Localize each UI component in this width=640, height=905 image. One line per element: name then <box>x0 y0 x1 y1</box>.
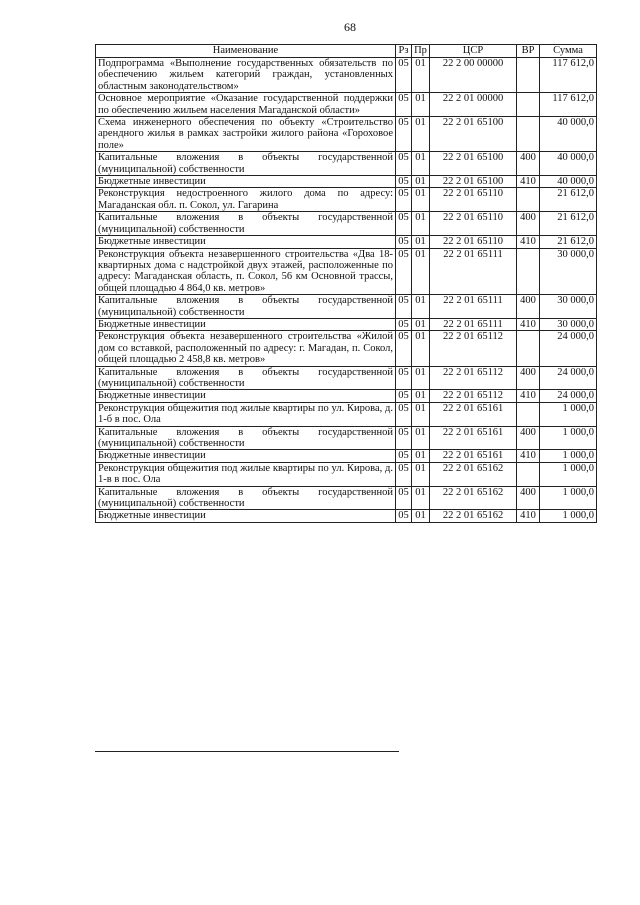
row-sum: 24 000,0 <box>540 366 597 390</box>
row-csr: 22 2 01 00000 <box>430 93 517 117</box>
row-pr: 01 <box>412 318 430 330</box>
row-pr: 01 <box>412 248 430 295</box>
header-vr: ВР <box>517 45 540 58</box>
table-row <box>96 331 597 366</box>
row-csr: 22 2 01 65112 <box>430 331 517 366</box>
row-sum: 40 000,0 <box>540 176 597 188</box>
row-pr: 01 <box>412 402 430 426</box>
row-vr <box>517 93 540 117</box>
row-pr: 01 <box>412 426 430 450</box>
row-sum: 24 000,0 <box>540 331 597 366</box>
row-sum: 1 000,0 <box>540 462 597 486</box>
row-vr: 400 <box>517 295 540 319</box>
row-vr: 410 <box>517 450 540 462</box>
table-row <box>96 426 597 450</box>
table-row <box>96 58 597 93</box>
row-rz: 05 <box>396 318 412 330</box>
table-row <box>96 176 597 188</box>
row-rz: 05 <box>396 402 412 426</box>
row-name: Бюджетные инвестиции <box>96 318 396 330</box>
row-name: Капитальные вложения в объекты государственной (муниципальной) собственности <box>96 295 396 319</box>
header-sum: Сумма <box>540 45 597 58</box>
row-sum: 30 000,0 <box>540 248 597 295</box>
row-pr: 01 <box>412 58 430 93</box>
table-row <box>96 486 597 510</box>
row-pr: 01 <box>412 462 430 486</box>
table-row <box>96 93 597 117</box>
row-pr: 01 <box>412 176 430 188</box>
row-csr: 22 2 01 65161 <box>430 450 517 462</box>
budget-table <box>95 44 597 523</box>
row-sum: 1 000,0 <box>540 486 597 510</box>
row-sum: 1 000,0 <box>540 426 597 450</box>
header-rz: Рз <box>396 45 412 58</box>
row-pr: 01 <box>412 212 430 236</box>
header-name: Наименование <box>96 45 396 58</box>
row-sum: 30 000,0 <box>540 318 597 330</box>
row-name: Реконструкция объекта незавершенного строительства «Жилой дом со вставкой, расположенный по адресу: г. Магадан, п. Сокол, общей площадью 2 458,8 кв. метров» <box>96 331 396 366</box>
table-row <box>96 450 597 462</box>
row-vr <box>517 248 540 295</box>
page-number: 68 <box>344 20 356 34</box>
row-pr: 01 <box>412 93 430 117</box>
row-sum: 117 612,0 <box>540 93 597 117</box>
row-pr: 01 <box>412 450 430 462</box>
table-row <box>96 117 597 152</box>
row-vr <box>517 117 540 152</box>
row-pr: 01 <box>412 188 430 212</box>
row-rz: 05 <box>396 390 412 402</box>
row-name: Капитальные вложения в объекты государственной (муниципальной) собственности <box>96 486 396 510</box>
row-sum: 40 000,0 <box>540 152 597 176</box>
row-name: Реконструкция общежития под жилые квартиры по ул. Кирова, д. 1-б в пос. Ола <box>96 402 396 426</box>
row-csr: 22 2 01 65161 <box>430 426 517 450</box>
header-pr: Пр <box>412 45 430 58</box>
row-vr <box>517 58 540 93</box>
row-name: Капитальные вложения в объекты государственной (муниципальной) собственности <box>96 212 396 236</box>
row-rz: 05 <box>396 486 412 510</box>
row-rz: 05 <box>396 366 412 390</box>
row-vr: 410 <box>517 318 540 330</box>
row-name: Реконструкция недостроенного жилого дома по адресу: Магаданская обл. п. Сокол, ул. Гагарина <box>96 188 396 212</box>
row-vr: 410 <box>517 390 540 402</box>
row-rz: 05 <box>396 58 412 93</box>
row-csr: 22 2 01 65110 <box>430 236 517 248</box>
row-name: Схема инженерного обеспечения по объекту «Строительство арендного жилья в рамках застройки жилого района «Гороховое поле» <box>96 117 396 152</box>
row-rz: 05 <box>396 117 412 152</box>
row-name: Реконструкция объекта незавершенного строительства «Два 18-квартирных дома с надстройкой двух этажей, расположенные по адресу: Магаданская область, п. Сокол, 56 км Основной трассы, общей площадью 4 864,0 кв. метров» <box>96 248 396 295</box>
row-csr: 22 2 01 65111 <box>430 295 517 319</box>
row-csr: 22 2 01 65162 <box>430 510 517 522</box>
row-sum: 21 612,0 <box>540 188 597 212</box>
row-vr: 400 <box>517 212 540 236</box>
row-rz: 05 <box>396 426 412 450</box>
row-pr: 01 <box>412 295 430 319</box>
row-name: Бюджетные инвестиции <box>96 176 396 188</box>
row-csr: 22 2 01 65162 <box>430 462 517 486</box>
row-pr: 01 <box>412 366 430 390</box>
row-csr: 22 2 00 00000 <box>430 58 517 93</box>
row-vr: 410 <box>517 176 540 188</box>
table-row <box>96 188 597 212</box>
row-vr: 410 <box>517 236 540 248</box>
row-csr: 22 2 01 65162 <box>430 486 517 510</box>
table-row <box>96 152 597 176</box>
row-rz: 05 <box>396 93 412 117</box>
row-pr: 01 <box>412 236 430 248</box>
row-pr: 01 <box>412 510 430 522</box>
row-rz: 05 <box>396 236 412 248</box>
row-name: Бюджетные инвестиции <box>96 236 396 248</box>
row-csr: 22 2 01 65112 <box>430 366 517 390</box>
table-row <box>96 295 597 319</box>
row-rz: 05 <box>396 176 412 188</box>
row-vr: 400 <box>517 426 540 450</box>
row-pr: 01 <box>412 152 430 176</box>
row-rz: 05 <box>396 152 412 176</box>
row-pr: 01 <box>412 331 430 366</box>
row-csr: 22 2 01 65110 <box>430 212 517 236</box>
row-name: Основное мероприятие «Оказание государственной поддержки по обеспечению жильем населения Магаданской области» <box>96 93 396 117</box>
row-rz: 05 <box>396 188 412 212</box>
row-name: Реконструкция общежития под жилые квартиры по ул. Кирова, д. 1-в в пос. Ола <box>96 462 396 486</box>
row-rz: 05 <box>396 510 412 522</box>
table-row <box>96 390 597 402</box>
row-csr: 22 2 01 65112 <box>430 390 517 402</box>
row-sum: 21 612,0 <box>540 236 597 248</box>
row-sum: 1 000,0 <box>540 510 597 522</box>
row-sum: 117 612,0 <box>540 58 597 93</box>
row-csr: 22 2 01 65111 <box>430 248 517 295</box>
row-pr: 01 <box>412 117 430 152</box>
row-vr: 410 <box>517 510 540 522</box>
row-rz: 05 <box>396 248 412 295</box>
row-vr <box>517 462 540 486</box>
row-rz: 05 <box>396 450 412 462</box>
table-row <box>96 236 597 248</box>
row-sum: 1 000,0 <box>540 450 597 462</box>
row-sum: 21 612,0 <box>540 212 597 236</box>
row-vr <box>517 402 540 426</box>
header-csr: ЦСР <box>430 45 517 58</box>
footnote-separator-line <box>95 751 399 752</box>
row-csr: 22 2 01 65100 <box>430 176 517 188</box>
row-pr: 01 <box>412 390 430 402</box>
row-vr <box>517 331 540 366</box>
row-vr <box>517 188 540 212</box>
row-rz: 05 <box>396 212 412 236</box>
row-csr: 22 2 01 65100 <box>430 117 517 152</box>
row-csr: 22 2 01 65111 <box>430 318 517 330</box>
row-rz: 05 <box>396 295 412 319</box>
table-row <box>96 510 597 522</box>
table-row <box>96 402 597 426</box>
row-sum: 1 000,0 <box>540 402 597 426</box>
row-vr: 400 <box>517 152 540 176</box>
table-row <box>96 248 597 295</box>
row-name: Бюджетные инвестиции <box>96 390 396 402</box>
table-row <box>96 318 597 330</box>
row-name: Капитальные вложения в объекты государственной (муниципальной) собственности <box>96 152 396 176</box>
table-header-row <box>96 45 597 58</box>
row-sum: 30 000,0 <box>540 295 597 319</box>
row-name: Капитальные вложения в объекты государственной (муниципальной) собственности <box>96 366 396 390</box>
row-name: Бюджетные инвестиции <box>96 510 396 522</box>
row-sum: 40 000,0 <box>540 117 597 152</box>
row-pr: 01 <box>412 486 430 510</box>
row-sum: 24 000,0 <box>540 390 597 402</box>
row-rz: 05 <box>396 331 412 366</box>
row-name: Бюджетные инвестиции <box>96 450 396 462</box>
row-vr: 400 <box>517 366 540 390</box>
row-name: Капитальные вложения в объекты государственной (муниципальной) собственности <box>96 426 396 450</box>
row-name: Подпрограмма «Выполнение государственных обязательств по обеспечению жильем категорий граждан, установленных областным законодательством» <box>96 58 396 93</box>
row-csr: 22 2 01 65161 <box>430 402 517 426</box>
row-rz: 05 <box>396 462 412 486</box>
table-row <box>96 462 597 486</box>
row-vr: 400 <box>517 486 540 510</box>
row-csr: 22 2 01 65110 <box>430 188 517 212</box>
table-row <box>96 366 597 390</box>
row-csr: 22 2 01 65100 <box>430 152 517 176</box>
table-row <box>96 212 597 236</box>
